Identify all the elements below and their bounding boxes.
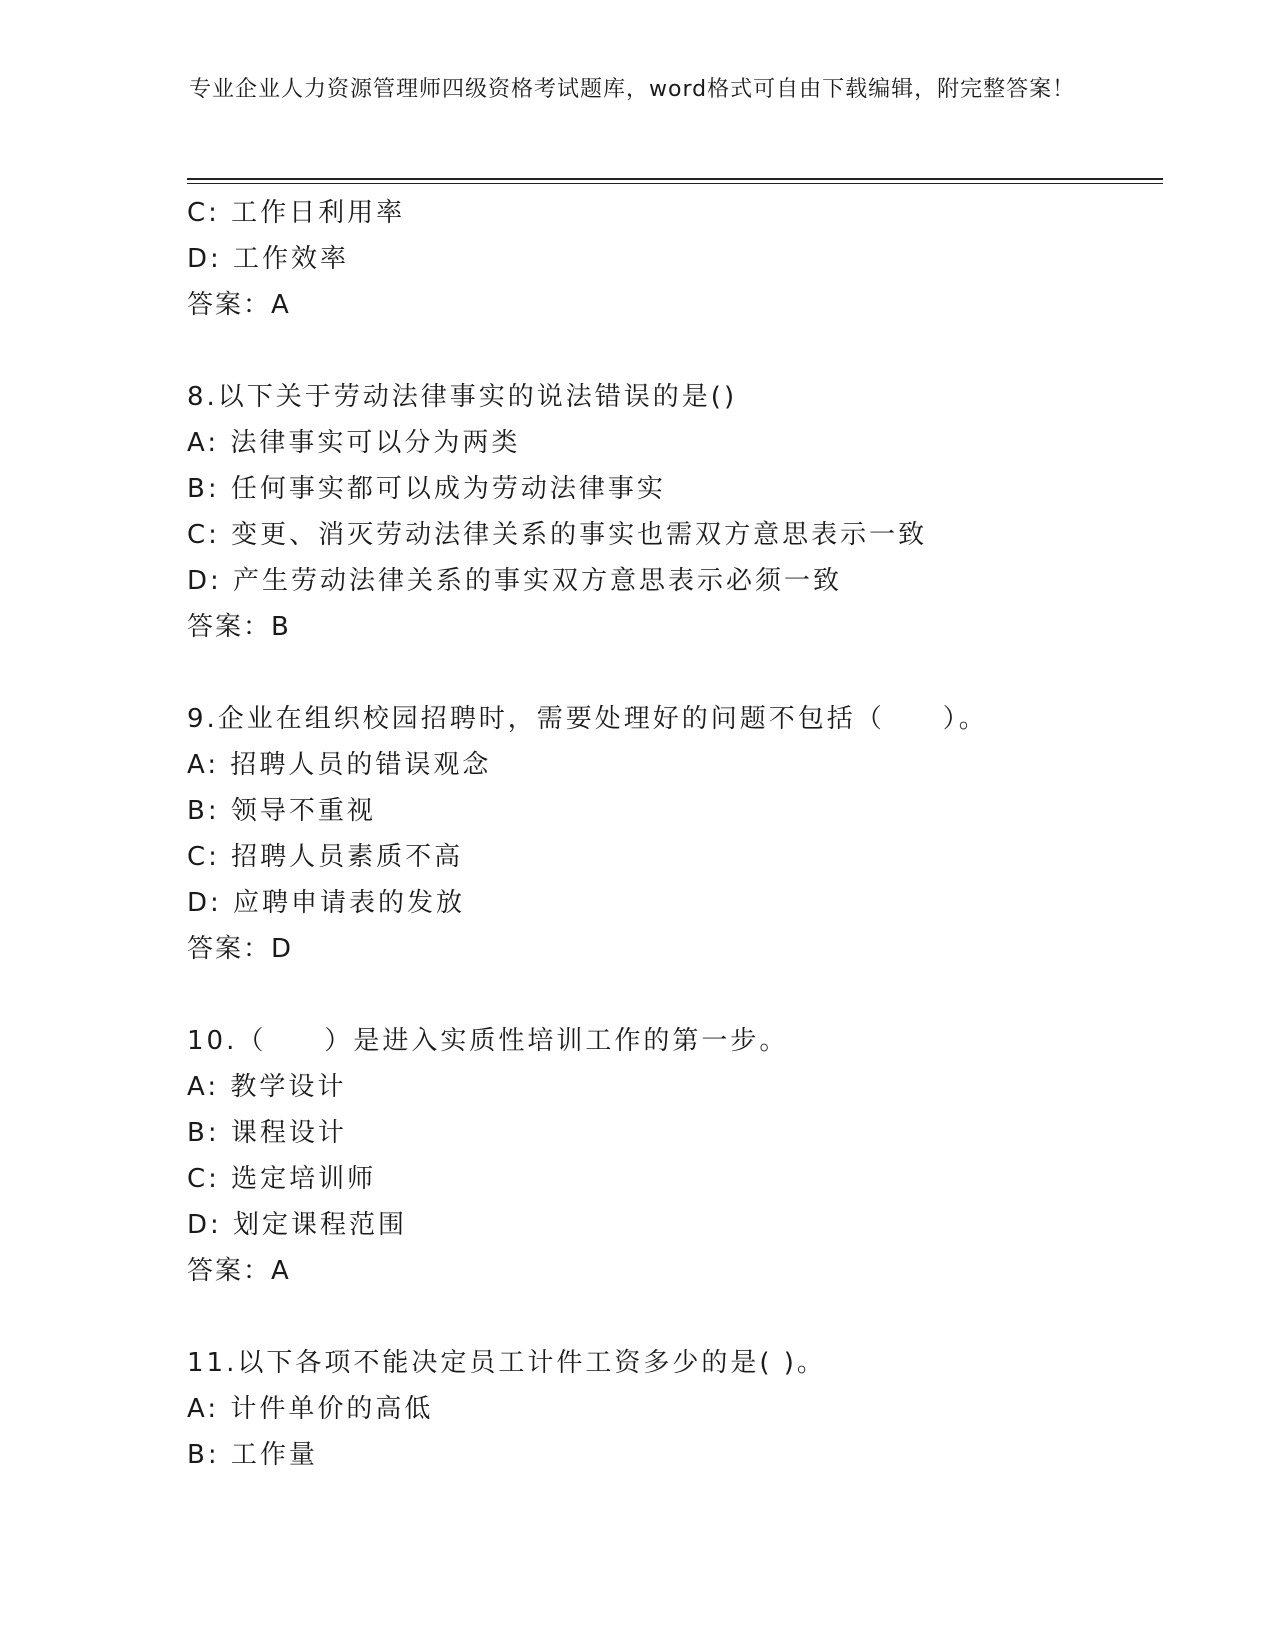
option-b: B: 领导不重视 [187,796,376,826]
option-d: D: 工作效率 [187,244,350,274]
question-11 [187,1340,1167,1478]
question-7-continued [187,190,1167,328]
header-divider-thick [187,178,1163,180]
option-b: B: 工作量 [187,1440,318,1470]
answer-line: 答案：D [187,934,294,964]
option-c: C: 工作日利用率 [187,198,406,228]
question-stem: 11.以下各项不能决定员工计件工资多少的是( )。 [187,1348,826,1378]
option-c: C: 变更、消灭劳动法律关系的事实也需双方意思表示一致 [187,520,928,550]
option-b: B: 任何事实都可以成为劳动法律事实 [187,474,666,504]
question-10 [187,1018,1167,1294]
question-list [187,190,1167,1478]
document-header: 专业企业人力资源管理师四级资格考试题库，word格式可自由下载编辑，附完整答案！ [189,77,1076,102]
question-stem: 8.以下关于劳动法律事实的说法错误的是() [187,382,738,412]
option-a: A: 招聘人员的错误观念 [187,750,492,780]
option-a: A: 计件单价的高低 [187,1394,434,1424]
option-d: D: 划定课程范围 [187,1210,408,1240]
answer-line: 答案：A [187,290,291,320]
question-stem: 10.（ ）是进入实质性培训工作的第一步。 [187,1026,789,1056]
option-d: D: 应聘申请表的发放 [187,888,466,918]
header-divider-thin [187,183,1163,184]
question-stem: 9.企业在组织校园招聘时，需要处理好的问题不包括（ ）。 [187,704,988,734]
option-c: C: 招聘人员素质不高 [187,842,464,872]
option-a: A: 法律事实可以分为两类 [187,428,521,458]
answer-line: 答案：A [187,1256,291,1286]
question-8 [187,374,1167,650]
option-d: D: 产生劳动法律关系的事实双方意思表示必须一致 [187,566,843,596]
option-c: C: 选定培训师 [187,1164,377,1194]
option-a: A: 教学设计 [187,1072,347,1102]
question-9 [187,696,1167,972]
option-b: B: 课程设计 [187,1118,347,1148]
answer-line: 答案：B [187,612,291,642]
